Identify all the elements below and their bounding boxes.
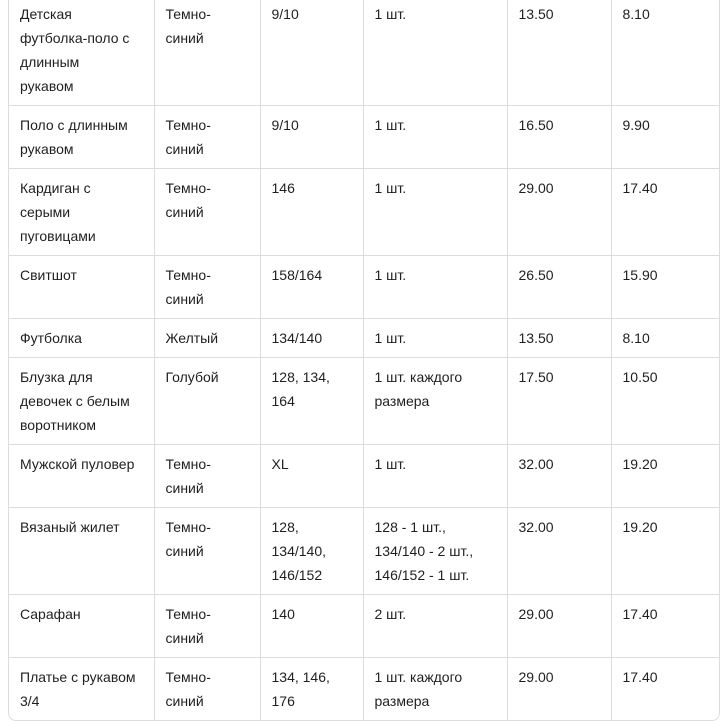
price-cell: 13.50 xyxy=(507,0,611,106)
product-name-cell-line: Мужской пуловер xyxy=(20,456,135,472)
product-name-cell-line: Футболка xyxy=(20,330,82,346)
sale-price-cell: 15.90 xyxy=(611,256,719,319)
color-cell-line: синий xyxy=(165,693,204,709)
quantity-cell xyxy=(363,508,507,595)
size-cell xyxy=(260,658,363,721)
color-cell-line: Темно- xyxy=(165,519,211,535)
quantity-cell-line: 1 шт. xyxy=(374,456,407,472)
quantity-cell xyxy=(363,445,507,508)
size-cell-line: 146/152 xyxy=(271,567,323,583)
quantity-cell-line: 1 шт. каждого xyxy=(374,369,463,385)
quantity-cell-line: 1 шт. xyxy=(374,6,407,22)
product-name-cell-line: Детская xyxy=(20,6,72,22)
color-cell xyxy=(154,0,260,106)
color-cell xyxy=(154,595,260,658)
quantity-cell-line: 134/140 - 2 шт., xyxy=(374,543,474,559)
product-name-cell-line: воротником xyxy=(20,417,96,433)
price-cell: 32.00 xyxy=(507,445,611,508)
sale-price-cell: 17.40 xyxy=(622,669,658,685)
size-cell-line: 176 xyxy=(271,693,295,709)
size-cell xyxy=(260,595,363,658)
size-cell xyxy=(260,0,363,106)
quantity-cell-line: размера xyxy=(374,693,430,709)
price-cell: 32.00 xyxy=(507,508,611,595)
price-cell: 13.50 xyxy=(507,319,611,358)
sale-price-cell: 8.10 xyxy=(611,319,719,358)
product-name-cell-line: длинным xyxy=(20,54,80,70)
product-name-cell-line: серыми xyxy=(20,204,71,220)
table-row xyxy=(9,358,719,445)
size-cell-line: 134/140 xyxy=(271,330,323,346)
quantity-cell xyxy=(363,358,507,445)
color-cell xyxy=(154,508,260,595)
product-name-cell xyxy=(9,256,154,319)
color-cell xyxy=(154,658,260,721)
product-name-cell-line: рукавом xyxy=(20,141,74,157)
sale-price-cell: 10.50 xyxy=(611,358,719,445)
product-name-cell xyxy=(9,106,154,169)
color-cell xyxy=(154,319,260,358)
product-table-body xyxy=(9,0,719,720)
color-cell-line: Темно- xyxy=(165,606,211,622)
quantity-cell-line: 146/152 - 1 шт. xyxy=(374,567,470,583)
color-cell-line: Темно- xyxy=(165,456,211,472)
sale-price-cell: 19.20 xyxy=(611,508,719,595)
size-cell xyxy=(260,445,363,508)
table-row xyxy=(9,658,719,721)
color-cell-line: Темно- xyxy=(165,267,211,283)
product-name-cell-line: Поло с длинным xyxy=(20,117,128,133)
color-cell-line: Голубой xyxy=(165,369,219,385)
product-name-cell xyxy=(9,445,154,508)
size-cell-line: 140 xyxy=(271,606,295,622)
size-cell-line: 128, xyxy=(271,519,299,535)
size-cell-line: 158/164 xyxy=(271,267,323,283)
quantity-cell-line: 1 шт. xyxy=(374,180,407,196)
product-name-cell-line: Вязаный жилет xyxy=(20,519,120,535)
sale-price-cell: 19.20 xyxy=(611,445,719,508)
quantity-cell-line: 1 шт. xyxy=(374,330,407,346)
color-cell xyxy=(154,445,260,508)
size-cell xyxy=(260,106,363,169)
color-cell-line: синий xyxy=(165,543,204,559)
price-cell: 29.00 xyxy=(507,595,611,658)
size-cell xyxy=(260,508,363,595)
product-name-cell-line: Блузка для xyxy=(20,369,93,385)
quantity-cell-line: размера xyxy=(374,393,430,409)
size-cell-line: 146 xyxy=(271,180,295,196)
sale-price-cell: 17.40 xyxy=(611,595,719,658)
sale-price-cell: 9.90 xyxy=(611,106,719,169)
quantity-cell-line: 128 - 1 шт., xyxy=(374,519,446,535)
table-row xyxy=(9,319,719,358)
color-cell-line: синий xyxy=(165,630,204,646)
color-cell-line: Желтый xyxy=(165,330,219,346)
color-cell xyxy=(154,106,260,169)
product-name-cell xyxy=(9,658,154,721)
price-cell: 16.50 xyxy=(507,106,611,169)
product-table-container xyxy=(8,0,720,721)
product-name-cell xyxy=(9,508,154,595)
quantity-cell-line: 1 шт. xyxy=(374,117,407,133)
quantity-cell xyxy=(363,106,507,169)
color-cell-line: синий xyxy=(165,291,204,307)
product-name-cell xyxy=(9,319,154,358)
product-name-cell-line: 3/4 xyxy=(20,693,40,709)
product-name-cell-line: Кардиган с xyxy=(20,180,91,196)
product-name-cell-line: пуговицами xyxy=(20,228,96,244)
product-name-cell-line: девочек с белым xyxy=(20,393,130,409)
product-name-cell xyxy=(9,169,154,256)
quantity-cell-line: 1 шт. каждого xyxy=(374,669,463,685)
color-cell-line: Темно- xyxy=(165,669,211,685)
product-name-cell-line: Свитшот xyxy=(20,267,77,283)
color-cell-line: Темно- xyxy=(165,6,211,22)
size-cell-line: 128, 134, xyxy=(271,369,330,385)
product-name-cell xyxy=(9,595,154,658)
table-row xyxy=(9,169,719,256)
quantity-cell xyxy=(363,0,507,106)
quantity-cell xyxy=(363,595,507,658)
table-row xyxy=(9,595,719,658)
table-row xyxy=(9,256,719,319)
color-cell-line: синий xyxy=(165,480,204,496)
color-cell-line: синий xyxy=(165,141,204,157)
table-row xyxy=(9,0,719,106)
price-cell: 17.50 xyxy=(507,358,611,445)
table-row xyxy=(9,445,719,508)
product-table xyxy=(9,0,719,720)
size-cell xyxy=(260,358,363,445)
size-cell xyxy=(260,169,363,256)
color-cell-line: синий xyxy=(165,204,204,220)
size-cell-line: XL xyxy=(271,456,289,472)
price-cell: 26.50 xyxy=(507,256,611,319)
sale-price-cell: 8.10 xyxy=(611,0,719,106)
price-cell: 29.00 xyxy=(507,169,611,256)
quantity-cell-line: 2 шт. xyxy=(374,606,407,622)
size-cell-line: 9/10 xyxy=(271,117,299,133)
product-name-cell xyxy=(9,358,154,445)
quantity-cell xyxy=(363,319,507,358)
size-cell-line: 9/10 xyxy=(271,6,299,22)
quantity-cell xyxy=(363,169,507,256)
color-cell-line: Темно- xyxy=(165,180,211,196)
quantity-cell xyxy=(363,256,507,319)
size-cell-line: 164 xyxy=(271,393,295,409)
size-cell-line: 134/140, xyxy=(271,543,326,559)
table-row xyxy=(9,508,719,595)
size-cell xyxy=(260,256,363,319)
color-cell xyxy=(154,169,260,256)
table-row xyxy=(9,106,719,169)
product-name-cell-line: футболка-поло с xyxy=(20,30,130,46)
product-name-cell-line: Сарафан xyxy=(20,606,81,622)
product-name-cell-line: рукавом xyxy=(20,78,74,94)
color-cell xyxy=(154,358,260,445)
product-name-cell xyxy=(9,0,154,106)
sale-price-cell: 17.40 xyxy=(611,169,719,256)
size-cell-line: 134, 146, xyxy=(271,669,330,685)
quantity-cell xyxy=(363,658,507,721)
price-cell: 29.00 xyxy=(507,658,611,721)
product-name-cell-line: Платье с рукавом xyxy=(20,669,136,685)
color-cell-line: Темно- xyxy=(165,117,211,133)
size-cell xyxy=(260,319,363,358)
quantity-cell-line: 1 шт. xyxy=(374,267,407,283)
color-cell-line: синий xyxy=(165,30,204,46)
color-cell xyxy=(154,256,260,319)
